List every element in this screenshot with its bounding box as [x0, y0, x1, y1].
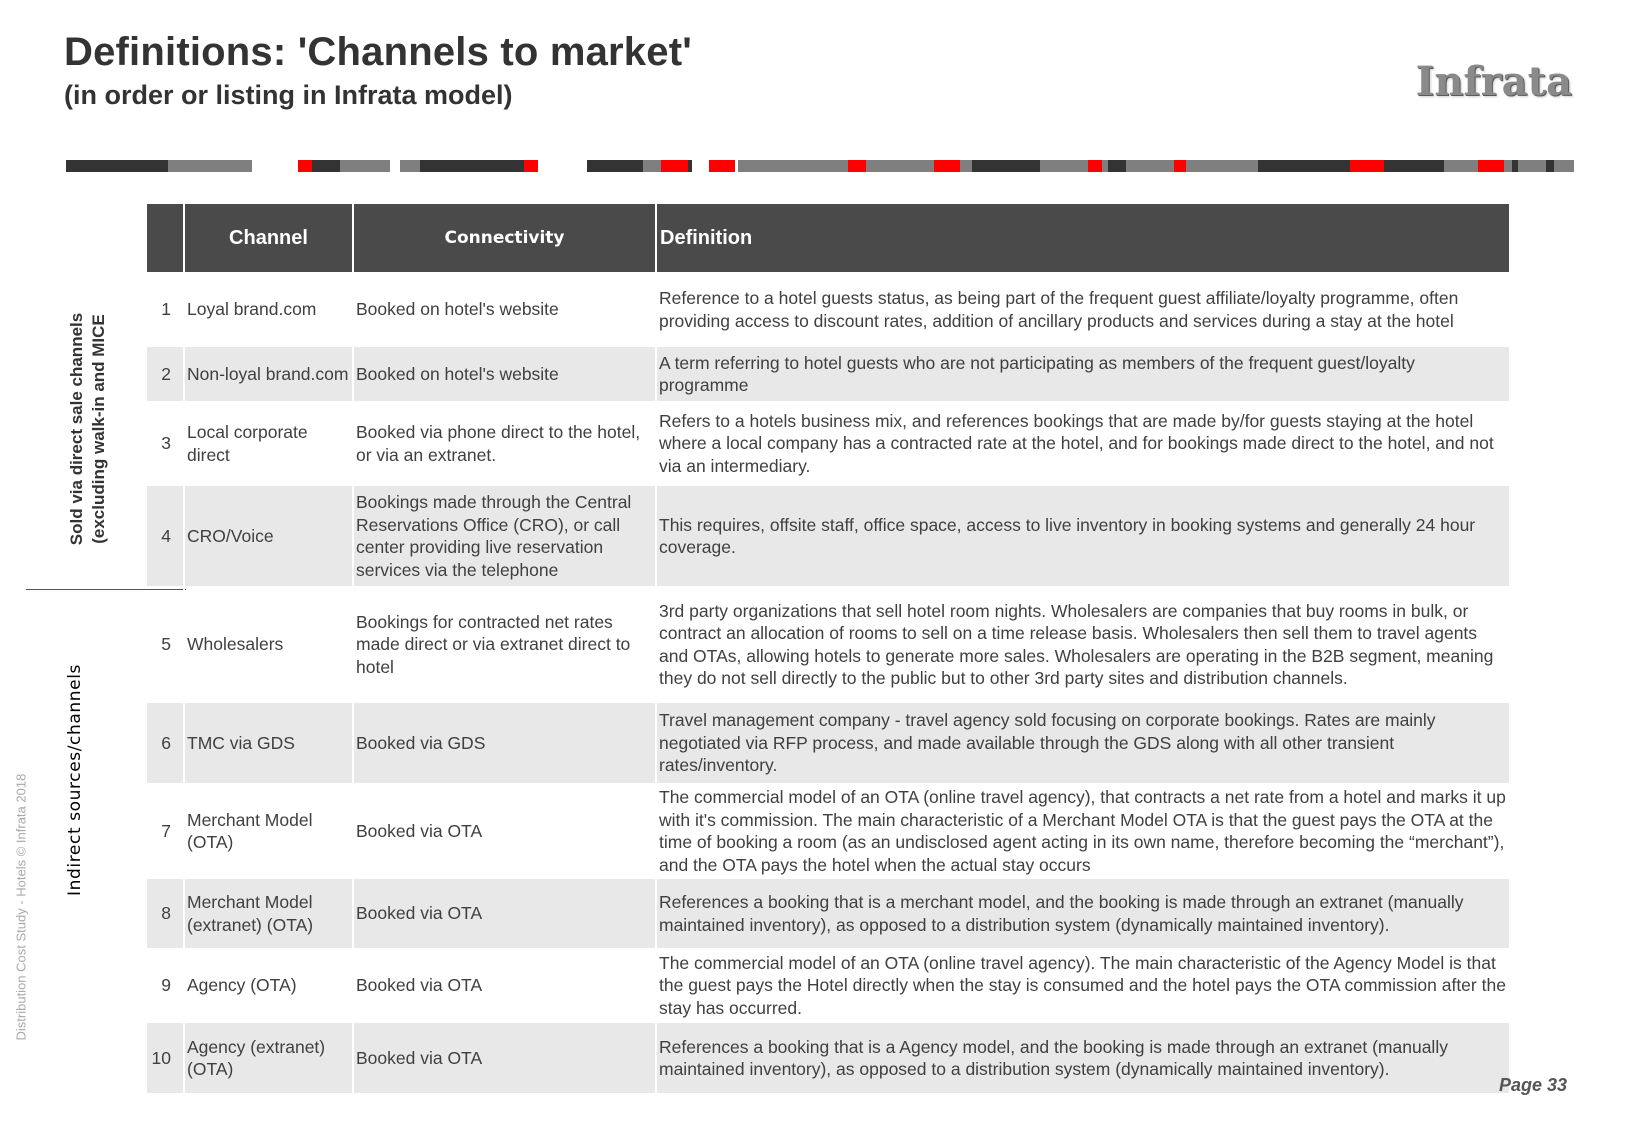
channel-name: Merchant Model (extranet) (OTA) — [184, 879, 353, 948]
row-number: 10 — [147, 1023, 184, 1093]
direct-channels-label — [66, 279, 110, 579]
definition-text: Travel management company - travel agency sold focusing on corporate bookings. Rates are mainly negotiated via RFP process, and made available through the GDS along with all other transient rates/inventory. — [656, 703, 1509, 783]
channel-name: Agency (extranet) (OTA) — [184, 1023, 353, 1093]
infrata-logo: Infrata — [1415, 58, 1572, 105]
connectivity-text: Booked on hotel's website — [353, 347, 656, 401]
connectivity-text: Booked via GDS — [353, 703, 656, 783]
table-row — [147, 1023, 1509, 1093]
page-subtitle: (in order or listing in Infrata model) — [64, 80, 513, 110]
connectivity-text: Booked via phone direct to the hotel, or via an extranet. — [353, 401, 656, 486]
definition-text: References a booking that is a Agency model, and the booking is made through an extranet (manually maintained inventory), as opposed to a distribution system (dynamically maintained inventory). — [656, 1023, 1509, 1093]
table-row — [147, 703, 1509, 783]
row-number: 6 — [147, 703, 184, 783]
channel-name: Loyal brand.com — [184, 272, 353, 347]
table-row — [147, 783, 1509, 879]
row-number: 8 — [147, 879, 184, 948]
table-row — [147, 879, 1509, 948]
definition-text: References a booking that is a merchant model, and the booking is made through an extranet (manually maintained inventory), as opposed to a distribution system (dynamically maintained inventory). — [656, 879, 1509, 948]
copyright-note: Distribution Cost Study - Hotels © Infrata 2018 — [13, 773, 29, 1041]
row-number: 9 — [147, 948, 184, 1023]
definition-text: 3rd party organizations that sell hotel room nights. Wholesalers are companies that buy rooms in bulk, or contract an allocation of rooms to sell on a time release basis. Wholesalers then sell them to travel agents and OTAs, allowing hotels to generate more sales. Wholesalers are operating in the B2B segment, meaning they do not sell directly to the public but to other 3rd party sites and distribution channels. — [659, 600, 1494, 688]
row-number: 4 — [147, 486, 184, 586]
definition-text: This requires, offsite staff, office space, access to live inventory in booking systems and generally 24 hour coverage. — [656, 486, 1509, 586]
row-number: 5 — [147, 586, 184, 703]
channel-name: CRO/Voice — [184, 486, 353, 586]
channel-name: Agency (OTA) — [184, 948, 353, 1023]
header-number — [147, 204, 184, 272]
connectivity-text: Booked on hotel's website — [353, 272, 656, 347]
table-row — [147, 272, 1509, 347]
header-connectivity: Connectivity — [353, 204, 656, 272]
channels-table — [147, 204, 1509, 1093]
definition-text: The commercial model of an OTA (online travel agency). The main characteristic of the Agency Model is that the guest pays the Hotel directly when the stay is consumed and the hotel pays the OTA commission after the stay has occurred. — [659, 952, 1506, 1018]
definition-text: The commercial model of an OTA (online travel agency), that contracts a net rate from a hotel and marks it up with it's commission. The main characteristic of a Merchant Model OTA is that the guest pays the OTA at the time of booking a room (as an undisclosed agent acting in its own name, therefore becoming the “merchant”), and the OTA pays the hotel when the actual stay occurs — [659, 787, 1506, 875]
definition-text: Refers to a hotels business mix, and references bookings that are made by/for guests staying at the hotel where a local company has a contracted rate at the hotel, and for bookings made direct to the hotel, and not via an intermediary. — [659, 410, 1494, 476]
definition-text: A term referring to hotel guests who are not participating as members of the frequent guest/loyalty programme — [656, 347, 1509, 401]
row-number: 7 — [147, 783, 184, 879]
table-row — [147, 486, 1509, 586]
indirect-channels-label: Indirect sources/channels — [65, 664, 85, 896]
table-header-row — [147, 204, 1509, 272]
definition-text: Reference to a hotel guests status, as being part of the frequent guest affiliate/loyalty programme, often providing access to discount rates, addition of ancillary products and services during a stay at the hotel — [659, 288, 1459, 331]
header-definition: Definition — [656, 204, 1509, 272]
row-number: 2 — [147, 347, 184, 401]
table-row — [147, 948, 1509, 1023]
connectivity-text: Bookings made through the Central Reservations Office (CRO), or call center providing live reservation services via the telephone — [353, 486, 656, 586]
table-row — [147, 586, 1509, 703]
connectivity-text: Booked via OTA — [353, 879, 656, 948]
connectivity-text: Booked via OTA — [353, 783, 656, 879]
page-title: Definitions: 'Channels to market' — [64, 30, 692, 74]
channel-name: TMC via GDS — [184, 703, 353, 783]
connectivity-text: Booked via OTA — [353, 1023, 656, 1093]
channel-name: Merchant Model (OTA) — [184, 783, 353, 879]
row-number: 1 — [147, 272, 184, 347]
table-row — [147, 401, 1509, 486]
decorative-bar — [66, 160, 1574, 172]
header-channel: Channel — [184, 204, 353, 272]
table-row — [147, 347, 1509, 401]
channel-name: Local corporate direct — [184, 401, 353, 486]
connectivity-text: Bookings for contracted net rates made direct or via extranet direct to hotel — [353, 586, 656, 703]
channel-name: Non-loyal brand.com — [184, 347, 353, 401]
channel-name: Wholesalers — [184, 586, 353, 703]
direct-channels-label-line1: Sold via direct sale channels — [67, 312, 86, 546]
direct-channels-label-line2: (excluding walk-in and MICE — [89, 314, 108, 544]
connectivity-text: Booked via OTA — [353, 948, 656, 1023]
row-number: 3 — [147, 401, 184, 486]
page-number: Page 33 — [1498, 1075, 1567, 1095]
